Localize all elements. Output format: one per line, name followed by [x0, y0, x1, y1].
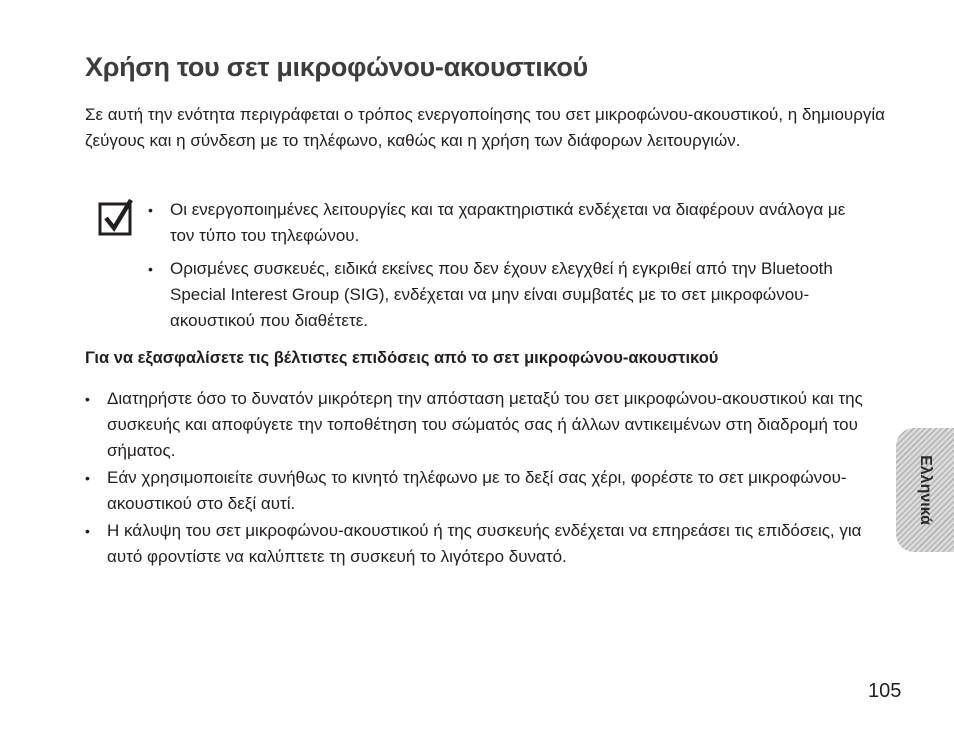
intro-paragraph: Σε αυτή την ενότητα περιγράφεται ο τρόπος ενεργοποίησης του σετ μικροφώνου-ακουστικού, η δημιουργία ζεύγους και η σύνδεση με το τηλέφωνο, καθώς και η χρήση των διάφορων λειτουργιών. — [85, 105, 885, 150]
language-side-tab — [896, 428, 954, 552]
list-item: • Διατηρήστε όσο το δυνατόν μικρότερη την απόσταση μεταξύ του σετ μικροφώνου-ακουστικού και της συσκευής και αποφύγετε την τοποθέτηση του σώματός σας ή άλλων αντικειμένων στη διαδρομή του σήματος. — [85, 386, 875, 464]
list-item: • Εάν χρησιμοποιείτε συνήθως το κινητό τηλέφωνο με το δεξί σας χέρι, φορέστε το σετ μικροφώνου-ακουστικού στο δεξί αυτί. — [85, 465, 875, 517]
list-item: • Η κάλυψη του σετ μικροφώνου-ακουστικού ή της συσκευής ενδέχεται να επηρεάσει τις επιδόσεις, για αυτό φροντίστε να καλύπτετε τη συσκευή το λιγότερο δυνατό. — [85, 518, 875, 570]
page-number: 105 — [868, 680, 902, 702]
language-tab-label: Ελληνικά — [917, 455, 934, 525]
note-list — [148, 197, 868, 341]
section-subheading: Για να εξασφαλίσετε τις βέλτιστες επιδόσεις από το σετ μικροφώνου-ακουστικού — [85, 349, 719, 367]
note-item: • Ορισμένες συσκευές, ειδικά εκείνες που δεν έχουν ελεγχθεί ή εγκριθεί από την Bluetooth Special Interest Group (SIG), ενδέχεται να μην είναι συμβατές με το σετ μικροφώνου-ακουστικού που διαθέτετε. — [148, 256, 868, 334]
page-title: Χρήση του σετ μικροφώνου-ακουστικού — [85, 52, 588, 82]
note-item: • Οι ενεργοποιημένες λειτουργίες και τα χαρακτηριστικά ενδέχεται να διαφέρουν ανάλογα με τον τύπο του τηλεφώνου. — [148, 197, 868, 249]
tips-list — [85, 386, 875, 571]
checkbox-check-icon — [98, 198, 134, 236]
